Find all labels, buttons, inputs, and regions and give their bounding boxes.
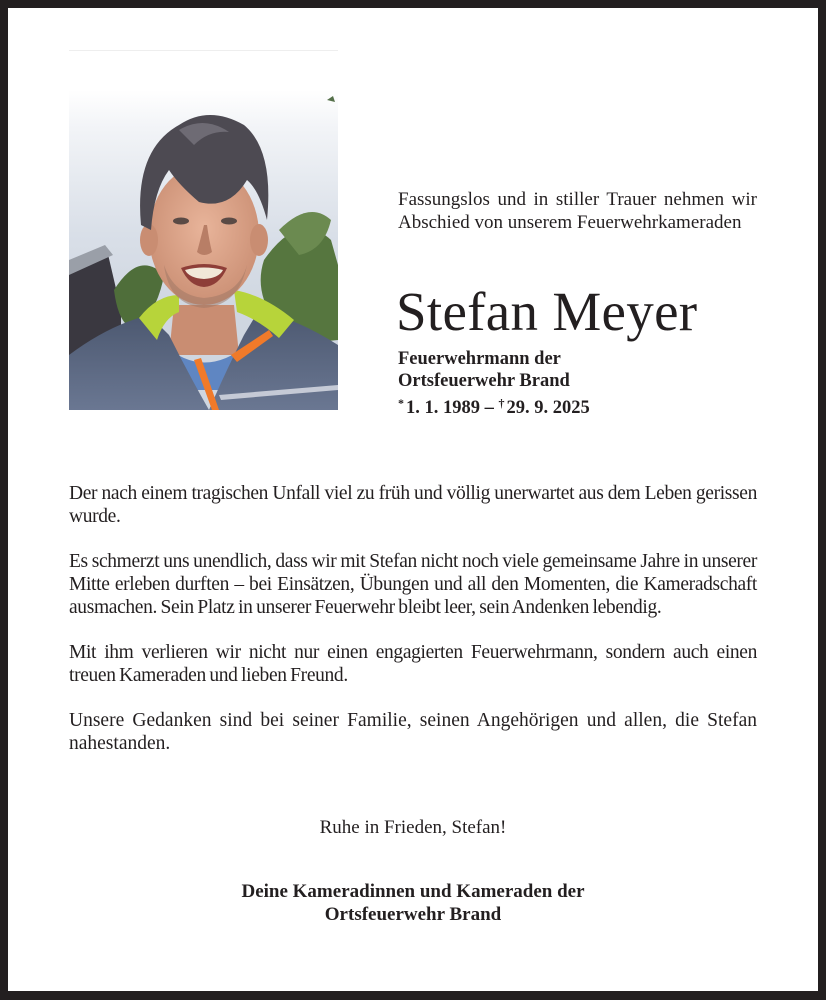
signature bbox=[8, 880, 818, 926]
death-date: 29. 9. 2025 bbox=[506, 398, 590, 418]
birth-date: 1. 1. 1989 bbox=[406, 398, 480, 418]
paragraph-4: Unsere Gedanken sind bei seiner Familie, seinen Angehörigen und allen, die Stefan nahestanden. bbox=[69, 710, 757, 754]
obituary-page bbox=[8, 8, 818, 991]
paragraph-2: Es schmerzt uns unendlich, dass wir mit Stefan nicht noch viele gemeinsame Jahre in unserer Mitte erleben durften – bei Einsätzen, Übungen und all den Momenten, die Kameradschaft ausmachen. Sein Platz in unserer Feuerwehr bleibt leer, sein Andenken lebendig. bbox=[69, 551, 757, 618]
date-separator: – bbox=[480, 398, 499, 418]
obituary-body bbox=[69, 482, 757, 777]
paragraph-3: Mit ihm verlieren wir nicht nur einen engagierten Feuerwehrmann, sondern auch einen treuen Kameraden und lieben Freund. bbox=[69, 642, 757, 686]
signature-line-1: Deine Kameradinnen und Kameraden der bbox=[241, 881, 585, 902]
signature-line-2: Ortsfeuerwehr Brand bbox=[324, 904, 502, 925]
portrait-photo bbox=[69, 90, 338, 410]
paragraph-1: Der nach einem tragischen Unfall viel zu früh und völlig unerwartet aus dem Leben gerissen wurde. bbox=[69, 483, 757, 527]
role-and-dates bbox=[398, 348, 590, 419]
role-line-2: Ortsfeuerwehr Brand bbox=[398, 371, 570, 391]
deceased-name: Stefan Meyer bbox=[396, 281, 698, 342]
intro-text: Fassungslos und in stiller Trauer nehmen wir Abschied von unserem Feuerwehrkameraden bbox=[398, 189, 757, 233]
death-dagger-icon: † bbox=[498, 396, 505, 410]
top-divider bbox=[69, 50, 338, 51]
farewell-line: Ruhe in Frieden, Stefan! bbox=[319, 817, 507, 838]
role-line-1: Feuerwehrmann der bbox=[398, 349, 561, 369]
life-dates bbox=[398, 392, 590, 419]
birth-star-icon: * bbox=[398, 396, 404, 410]
